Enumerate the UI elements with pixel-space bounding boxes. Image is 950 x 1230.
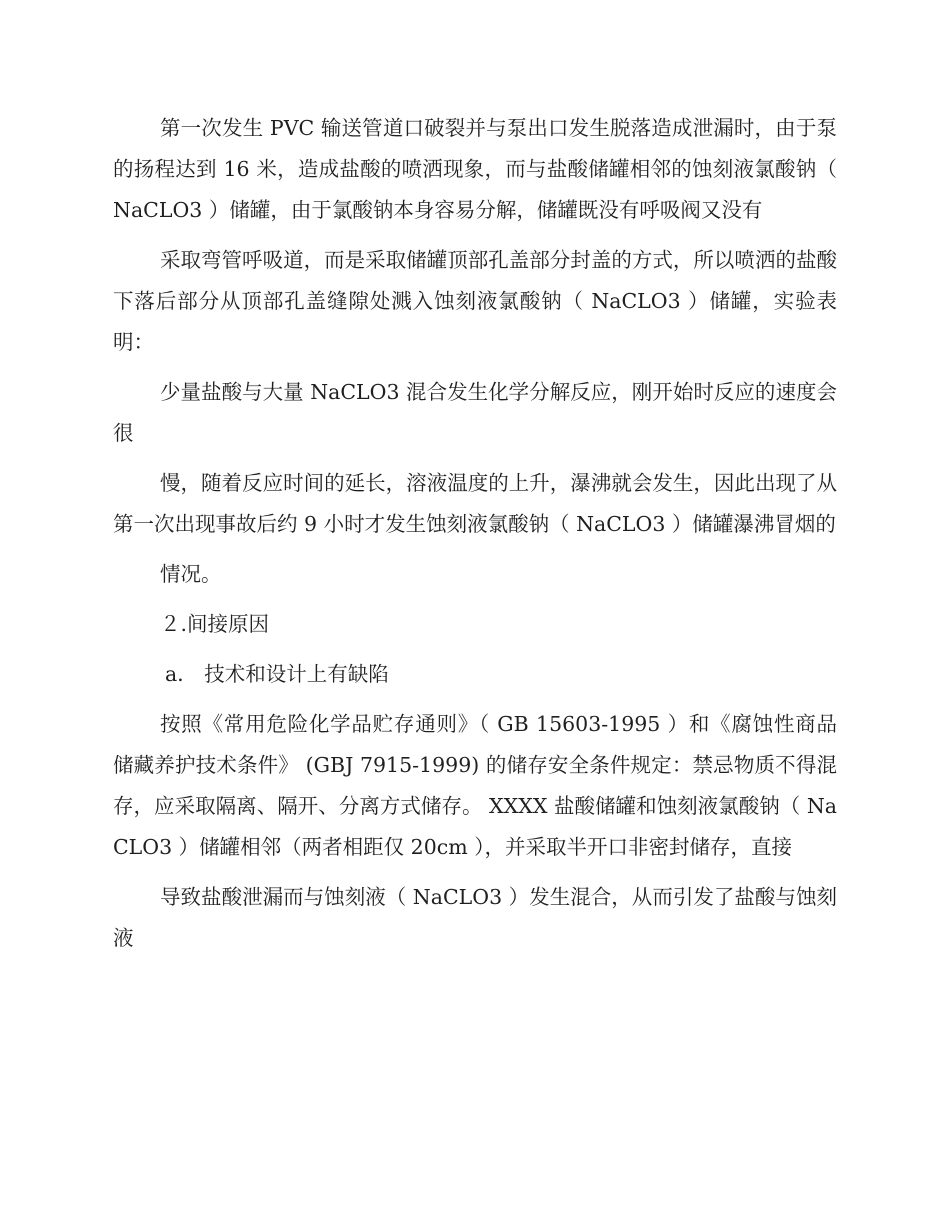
- paragraph-splash: 采取弯管呼吸道，而是采取储罐顶部孔盖部分封盖的方式，所以喷洒的盐酸下落后部分从顶部孔盖缝隙处溅入蚀刻液氯酸钠（ NaCLO3 ）储罐，实验表明：: [113, 248, 837, 354]
- paragraph-boiling: 慢，随着反应时间的延长，溶液温度的上升，瀑沸就会发生，因此出现了从第一次出现事故后约 9 小时才发生蚀刻液氯酸钠（ NaCLO3 ）储罐瀑沸冒烟的: [113, 471, 837, 536]
- document-body: [113, 108, 837, 968]
- paragraph-situation: 情况。: [160, 562, 222, 586]
- paragraph-storage-rules: 按照《常用危险化学品贮存通则》（ GB 15603-1995 ）和《腐蚀性商品储藏养护技术条件》 (GBJ 7915-1999) 的储存安全条件规定：禁忌物质不得混存，应采取隔离、隔开、分离方式储存。 XXXX 盐酸储罐和蚀刻液氯酸钠（ NaCLO3 ）储罐相邻（两者相距仅 20cm ），并采取半开口非密封储存，直接: [113, 712, 837, 859]
- paragraph-reaction: 少量盐酸与大量 NaCLO3 混合发生化学分解反应，刚开始时反应的速度会很: [113, 380, 837, 445]
- subsection-heading-design-defects: a． 技术和设计上有缺陷: [165, 662, 389, 686]
- section-heading-indirect-causes: ２.间接原因: [160, 612, 270, 636]
- paragraph-mixing: 导致盐酸泄漏而与蚀刻液（ NaCLO3 ）发生混合，从而引发了盐酸与蚀刻液: [113, 885, 837, 950]
- paragraph-leak-cause: 第一次发生 PVC 输送管道口破裂并与泵出口发生脱落造成泄漏时，由于泵的扬程达到 16 米，造成盐酸的喷洒现象，而与盐酸储罐相邻的蚀刻液氯酸钠（ NaCLO3 ）储罐，由于氯酸钠本身容易分解，储罐既没有呼吸阀又没有: [113, 116, 837, 222]
